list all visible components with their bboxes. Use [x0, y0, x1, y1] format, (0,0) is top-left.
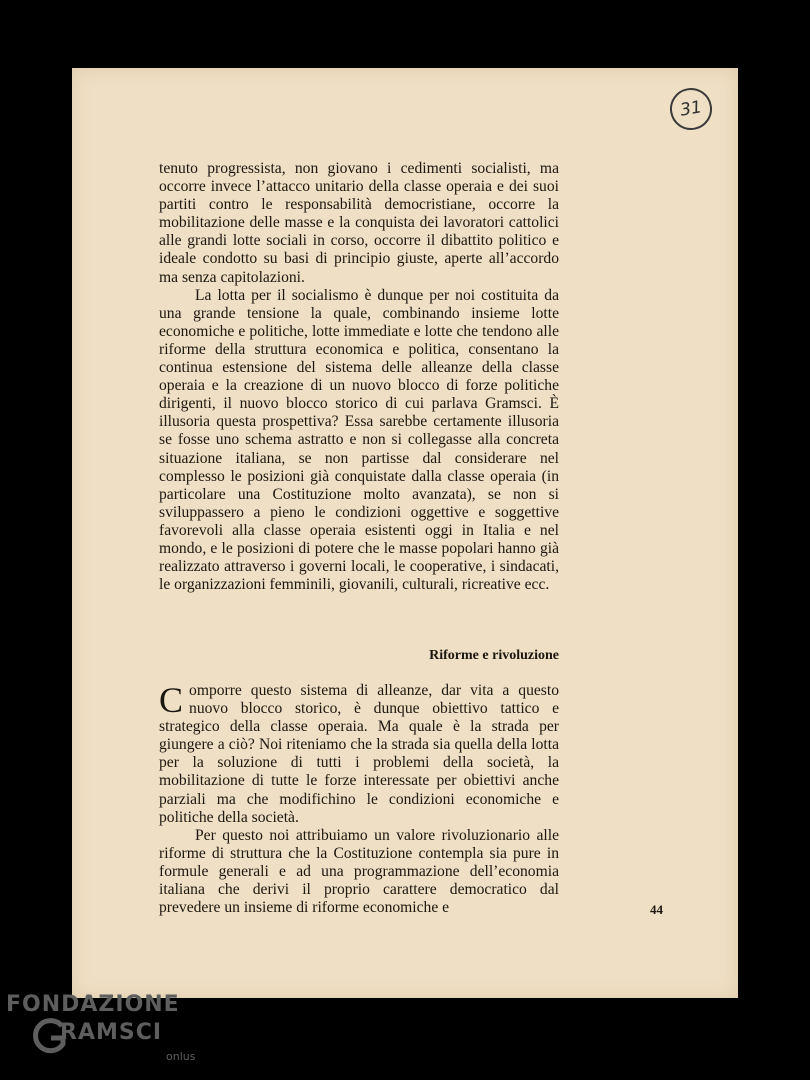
archive-watermark-logo: [6, 992, 206, 1072]
section-body: [159, 682, 559, 917]
document-page: [72, 68, 738, 998]
section-paragraph-1: [159, 682, 559, 827]
dropcap-letter: C: [159, 680, 184, 720]
watermark-line-2: RAMSCI: [60, 1020, 163, 1045]
watermark-line-1: FONDAZIONE: [6, 992, 180, 1017]
page-number: 44: [650, 902, 663, 917]
archive-number-stamp: [667, 85, 716, 134]
archive-number: 31: [678, 97, 704, 121]
section-paragraph-1-text: omporre questo sistema di alleanze, dar vita a questo nuovo blocco storico, è dunque obiettivo tattico e strategico della classe operaia. Ma quale è la strada per giungere a ciò? Noi riteniamo che la strada sia quella della lotta per la soluzione di tutti i problemi della società, la mobilitazione di tutte le forze interessate per obiettivi anche parziali ma che modifichino le condizioni economiche e politiche della società.: [159, 682, 559, 826]
section-paragraph-2: Per questo noi attribuiamo un valore rivoluzionario alle riforme di struttura che la Costituzione contempla sia pure in formule generali e ad una programmazione dell’economia italiana che derivi il proprio carattere democratico dal prevedere un insieme di riforme economiche e: [159, 826, 559, 917]
watermark-line-3: onlus: [166, 1050, 196, 1063]
section-heading: Riforme e rivoluzione: [429, 648, 559, 663]
body-text-top: [159, 160, 559, 594]
paragraph-continuation: tenuto progressista, non giovano i cedimenti socialisti, ma occorre invece l’attacco unitario della classe operaia e dei suoi partiti contro le responsabilità democristiane, occorre la mobilitazione delle masse e la conquista dei lavoratori cattolici alle grandi lotte sociali in corso, occorre il dibattito politico e ideale condotto su basi di principio giuste, aperte all’accordo ma senza capitolazioni.: [159, 160, 559, 286]
paragraph-socialism: La lotta per il socialismo è dunque per noi costituita da una grande tensione la quale, combinando insieme lotte economiche e politiche, lotte immediate e lotte che tendono alle riforme della struttura economica e politica, consentano la continua estensione del sistema delle alleanze della classe operaia e la creazione di un nuovo blocco di forze politiche dirigenti, il nuovo blocco storico di cui parlava Gramsci. È illusoria questa prospettiva? Essa sarebbe certamente illusoria se fosse uno schema astratto e non si collegasse alla concreta situazione italiana, se non partisse dal considerare nel complesso le posizioni già conquistate dalla classe operaia (in particolare una Costituzione molto avanzata), se non si sviluppassero a pieno le condizioni oggettive e soggettive favorevoli alla classe operaia esistenti oggi in Italia e nel mondo, e le posizioni di potere che le masse popolari hanno già realizzato attraverso i governi locali, le cooperative, i sindacati, le organizzazioni femminili, giovanili, culturali, ricreative ecc.: [159, 286, 559, 594]
